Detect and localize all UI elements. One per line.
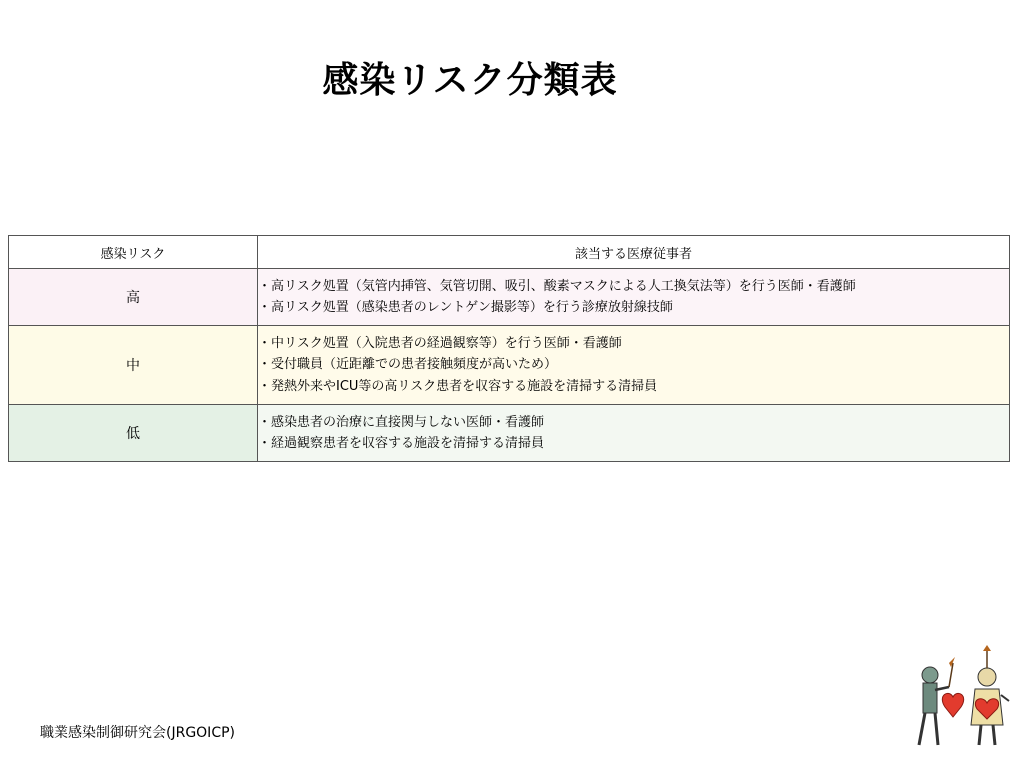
- risk-level-low: 低: [9, 405, 258, 462]
- list-item: ・感染患者の治療に直接関与しない医師・看護師: [258, 414, 545, 430]
- risk-level-high: 高: [9, 269, 258, 326]
- header-workers: 該当する医療従事者: [258, 236, 1010, 269]
- workers-high: [258, 269, 1010, 326]
- table-row-mid: [9, 326, 1010, 405]
- list-item: ・高リスク処置（気管内挿管、気管切開、吸引、酸素マスクによる人工換気法等）を行う医師・看護師: [258, 278, 856, 294]
- page-title: 感染リスク分類表: [322, 60, 618, 101]
- list-item: ・中リスク処置（入院患者の経過観察等）を行う医師・看護師: [258, 335, 622, 351]
- table-header-row: [9, 236, 1010, 269]
- mascot-illustration-icon: [905, 645, 1015, 750]
- table-row-high: [9, 269, 1010, 326]
- risk-level-mid: 中: [9, 326, 258, 405]
- table-row-low: [9, 405, 1010, 462]
- workers-mid: [258, 326, 1010, 405]
- list-item: ・高リスク処置（感染患者のレントゲン撮影等）を行う診療放射線技師: [258, 300, 673, 315]
- risk-classification-table: [8, 235, 1010, 462]
- list-item: ・経過観察患者を収容する施設を清掃する清掃員: [258, 436, 545, 451]
- footer-organization: 職業感染制御研究会(JRGOICP): [40, 725, 235, 741]
- workers-low: [258, 405, 1010, 462]
- list-item: ・受付職員（近距離での患者接触頻度が高いため）: [258, 357, 558, 373]
- list-item: ・発熱外来やICU等の高リスク患者を収容する施設を清掃する清掃員: [258, 378, 658, 394]
- header-risk: 感染リスク: [9, 236, 258, 269]
